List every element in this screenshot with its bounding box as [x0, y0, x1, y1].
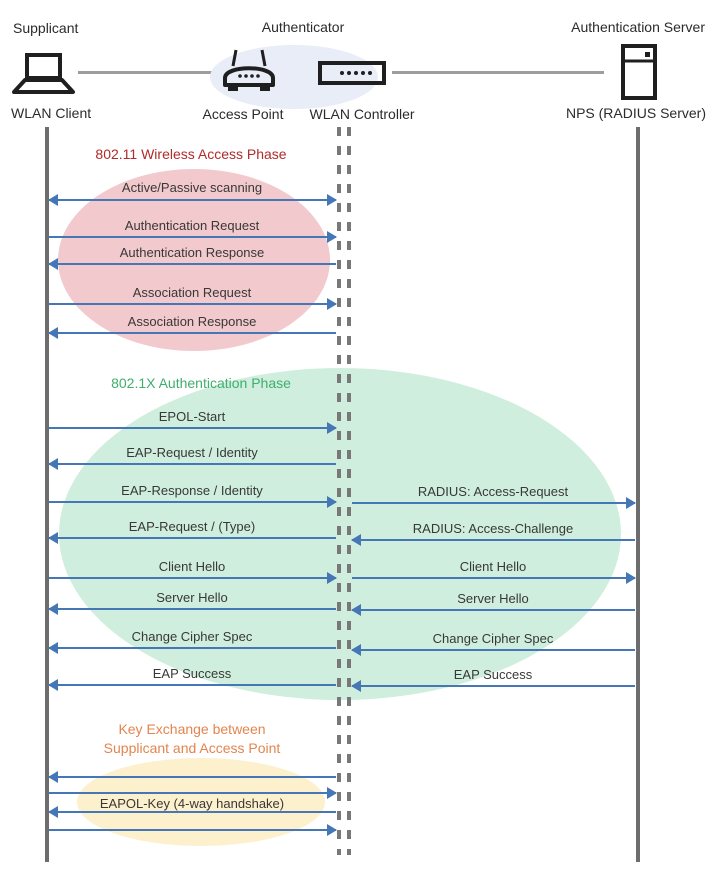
node-label-wlan-controller: WLAN Controller — [309, 106, 415, 122]
message-label: Change Cipher Spec — [131, 629, 253, 644]
phase-title-8021x: 802.1X Authentication Phase — [111, 375, 291, 391]
controller-box-icon — [318, 61, 386, 90]
message-arrow — [49, 829, 336, 831]
phase-title-key-exchange-line1: Key Exchange between — [118, 721, 266, 737]
message-arrow — [49, 684, 336, 686]
phase-title-key-exchange-line2: Supplicant and Access Point — [103, 740, 281, 756]
message-arrow — [49, 427, 336, 429]
role-label-authenticator: Authenticator — [261, 19, 345, 35]
message-arrow — [49, 463, 336, 465]
message-label: EAP Success — [453, 667, 533, 682]
laptop-icon — [11, 52, 77, 101]
message-label: EAPOL-Key (4-way handshake) — [99, 796, 285, 811]
message-label: EAP-Response / Identity — [121, 483, 263, 498]
message-label: Authentication Request — [124, 218, 260, 233]
message-arrow — [49, 263, 336, 265]
message-label: EAP-Request / (Type) — [128, 519, 256, 534]
message-label: Change Cipher Spec — [432, 631, 554, 646]
message-label: EPOL-Start — [158, 409, 226, 424]
message-label: Client Hello — [158, 559, 226, 574]
message-arrow — [49, 199, 336, 201]
message-arrow — [352, 502, 635, 504]
message-label: RADIUS: Access-Request — [417, 484, 569, 499]
message-label: RADIUS: Access-Challenge — [412, 521, 574, 536]
node-label-nps: NPS (RADIUS Server) — [565, 105, 706, 121]
message-label: Server Hello — [156, 590, 228, 605]
connector-line-client-ap — [78, 71, 216, 74]
phase-title-80211: 802.11 Wireless Access Phase — [95, 146, 287, 162]
message-arrow — [352, 609, 635, 611]
message-arrow — [49, 236, 336, 238]
message-label: Association Response — [127, 314, 257, 329]
message-arrow — [352, 577, 635, 579]
connector-line-controller-server — [392, 71, 604, 74]
message-label: Active/Passive scanning — [121, 180, 263, 195]
message-arrow — [352, 685, 635, 687]
message-label: Authentication Response — [119, 245, 265, 260]
message-arrow — [49, 608, 336, 610]
node-label-access-point: Access Point — [202, 106, 284, 122]
message-arrow — [49, 776, 336, 778]
role-label-authentication-server: Authentication Server — [571, 19, 705, 35]
node-label-wlan-client: WLAN Client — [11, 105, 92, 121]
message-arrow — [49, 647, 336, 649]
role-label-supplicant: Supplicant — [13, 20, 79, 36]
message-label: Server Hello — [457, 591, 529, 606]
wireless-router-icon — [220, 47, 278, 98]
server-icon — [621, 44, 657, 105]
message-arrow — [352, 649, 635, 651]
message-arrow — [49, 792, 336, 794]
message-arrow — [49, 332, 336, 334]
message-arrow — [49, 537, 336, 539]
message-label: Association Request — [132, 285, 252, 300]
message-arrow — [352, 539, 635, 541]
message-arrow — [49, 501, 336, 503]
message-arrow — [49, 303, 336, 305]
message-label: EAP Success — [152, 666, 232, 681]
message-label: Client Hello — [459, 559, 527, 574]
message-arrow — [49, 577, 336, 579]
message-label: EAP-Request / Identity — [126, 445, 258, 460]
